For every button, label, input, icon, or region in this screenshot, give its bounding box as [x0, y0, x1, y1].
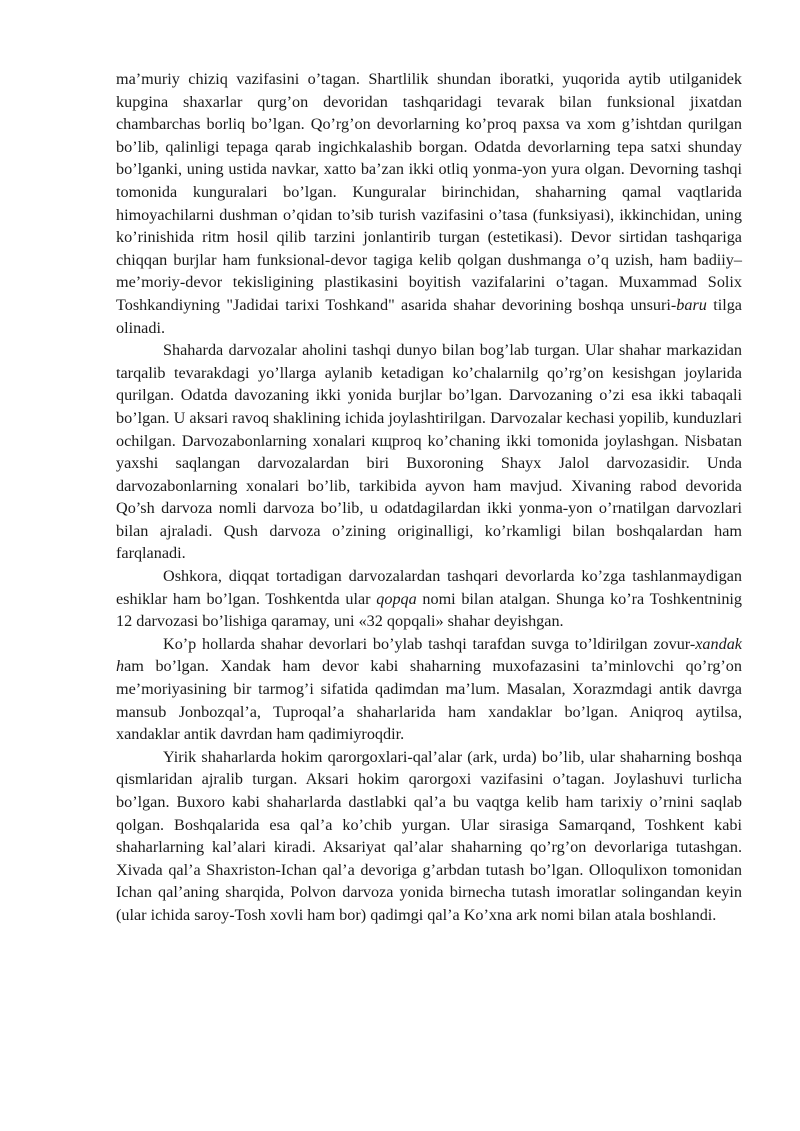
- paragraph-city-gates: [116, 339, 742, 565]
- paragraph-text: tilga olinadi.: [116, 295, 742, 337]
- paragraph-text: am bo’lgan. Xandak ham devor kabi shaharning muxofazasini ta’minlovchi qo’rg’on me’moriyasining bir tarmog’i sifatida qadimdan ma’lum. Masalan, Xorazmdagi antik davrga mansub Jonbozqal’a, Tuproqal’a shaharlarida ham xandaklar bo’lgan. Aniqroq aytilsa, xandaklar antik davrdan ham qadimiyroqdir.: [116, 657, 742, 744]
- paragraph-italic-term: xandak h: [116, 634, 742, 676]
- paragraph-moats: [116, 633, 742, 746]
- paragraph-text: Ko’p hollarda shahar devorlari bo’ylab tashqi tarafdan suvga to’ldirilgan zovur-: [163, 634, 696, 653]
- paragraph-hidden-doors: [116, 565, 742, 633]
- paragraph-citadels: [116, 746, 742, 927]
- paragraph-text: Yirik shaharlarda hokim qarorgoxlari-qal’alar (ark, urda) bo’lib, ular shaharning boshqa qismlaridan ajralib turgan. Aksari hokim qarorgoxi vazifasini o’tagan. Joylashuvi turlicha bo’lgan. Buxoro kabi shaharlarda dastlabki qal’a bu vaqtga kelib ham tarixiy o’rnini saqlab qolgan. Boshqalarida esa qal’a ko’chib yurgan. Ular sirasiga Samarqand, Toshkent kabi shaharlarning kal’alari kiradi. Aksariyat qal’alar shaharning qo’rg’on devorlariga tutashgan. Xivada qal’a Shaxriston-Ichan qal’a devoriga g’arbdan tutash bo’lgan. Olloqulixon tomonidan Ichan qal’aning sharqida, Polvon darvoza yonida birnecha tutash imoratlar solingandan keyin (ular ichida saroy-Tosh xovli ham bor) qadimgi qal’a Ko’xna ark nomi bilan atala boshlandi.: [116, 747, 742, 924]
- paragraph-italic-term: baru: [676, 295, 707, 314]
- paragraph-italic-term: qopqa: [376, 589, 417, 608]
- document-page: [116, 68, 742, 927]
- paragraph-text: Oshkora, diqqat tortadigan darvozalardan tashqari devorlarda ko’zga tashlanmaydigan eshiklar ham bo’lgan. Toshkentda ular: [116, 567, 742, 608]
- paragraph-city-walls: [116, 68, 742, 339]
- paragraph-text: Shaharda darvozalar aholini tashqi dunyo bilan bog’lab turgan. Ular shahar markazidan tarqalib tevarakdagi yo’llarga aylanib ketadigan ko’chalarnilg qo’rg’on kesishgan joylarida qurilgan. Odatda davozaning ikki yonida burjlar bo’lgan. Darvozaning o’zi esa ikki tabaqali bo’lgan. U aksari ravoq shaklining ichida joylashtirilgan. Darvozalar kechasi yopilib, kunduzlari ochilgan. Darvozabonlarning xonalari кщproq ko’chaning ikki tomonida joylashgan. Nisbatan yaxshi saqlangan darvozalardan biri Buxoroning Shayx Jalol darvozasidir. Unda darvozabonlarning xonalari bo’lib, tarkibida ayvon ham mavjud. Xivaning rabod devorida Qo’sh darvoza nomli darvoza bo’lib, u odatdagilardan ikki yonma-yon o’rnatilgan darvozlari bilan ajraladi. Qush darvoza o’zining originalligi, ko’rkamligi bilan boshqalardan ham farqlanadi.: [116, 341, 742, 563]
- paragraph-text: ma’muriy chiziq vazifasini o’tagan. Shartlilik shundan iboratki, yuqorida aytib utilganidek kupgina shaxarlar qurg’on devoridan tashqaridagi tevarak bilan funksional jixatdan chambarchas borliq bo’lgan. Qo’rg’on devorlarning ko’proq paxsa va xom g’ishtdan qurilgan bo’lib, qalinligi tepaga qarab ingichkalashib borgan. Odatda devorlarning tepa satxi shunday bo’lganki, uning ustida navkar, xatto ba’zan ikki otliq yonma-yon yura olgan. Devorning tashqi tomonida kunguralari bo’lgan. Kunguralar birinchidan, shaharning qamal vaqtlarida himoyachilarni dushman o’qidan to’sib turish vazifasini o’tasa (funksiyasi), ikkinchidan, uning ko’rinishida ritm hosil qilib tarzini jonlantirib turgan (estetikasi). Devor sirtidan tashqariga chiqqan burjlar ham funksional-devor tagiga kelib qolgan dushmanga o’q uzish, ham badiiy–me’moriy-devor tekisligining plastikasini boyitish vazifalarini o’tagan. Muxammad Solix Toshkandiyning "Jadidai tarixi Toshkand" asarida shahar devorining boshqa unsuri-: [116, 70, 742, 314]
- paragraph-text: nomi bilan atalgan. Shunga ko’ra Toshkentninig 12 darvozasi bo’lishiga qaramay, uni «32 qopqali» shahar deyishgan.: [116, 589, 742, 631]
